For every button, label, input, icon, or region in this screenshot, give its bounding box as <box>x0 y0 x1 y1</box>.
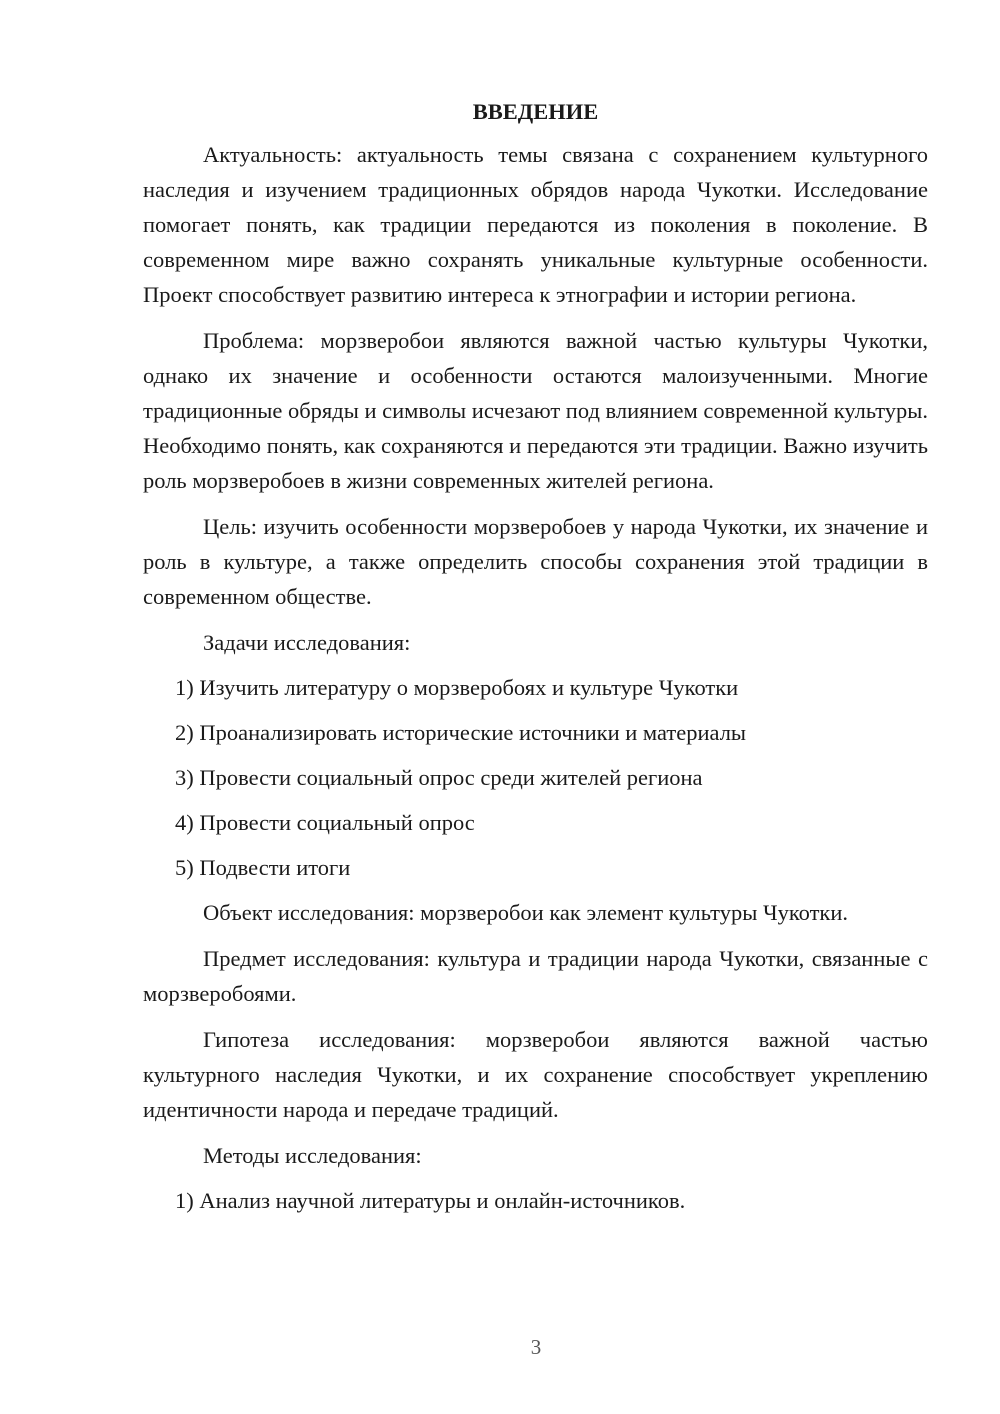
section-title: ВВЕДЕНИЕ <box>472 99 599 124</box>
task-item-5: 5) Подвести итоги <box>175 855 351 880</box>
task-item-3: 3) Провести социальный опрос среди жителей региона <box>175 765 703 790</box>
tasks-heading: Задачи исследования: <box>203 630 411 655</box>
goal-paragraph: Цель: изучить особенности морзверобоев у народа Чукотки, их значение и роль в культуре, а также определить способы сохранения этой традиции в современном обществе. <box>143 514 928 609</box>
task-item-2: 2) Проанализировать исторические источники и материалы <box>175 720 747 745</box>
page-number: 3 <box>530 1335 542 1359</box>
problem-paragraph: Проблема: морзверобои являются важной частью культуры Чукотки, однако их значение и особенности остаются малоизученными. Многие традиционные обряды и символы исчезают под влиянием современной культуры. Необходимо понять, как сохраняются и передаются эти традиции. Важно изучить роль морзверобоев в жизни современных жителей региона. <box>143 328 928 493</box>
task-item-1: 1) Изучить литературу о морзверобоях и культуре Чукотки <box>175 675 739 700</box>
object-paragraph: Объект исследования: морзверобои как элемент культуры Чукотки. <box>203 900 848 925</box>
methods-heading: Методы исследования: <box>203 1143 422 1168</box>
method-item-1: 1) Анализ научной литературы и онлайн-источников. <box>175 1188 686 1213</box>
hypothesis-paragraph: Гипотеза исследования: морзверобои являются важной частью культурного наследия Чукотки, и их сохранение способствует укреплению идентичности народа и передаче традиций. <box>143 1027 928 1122</box>
relevance-paragraph: Актуальность: актуальность темы связана с сохранением культурного наследия и изучением традиционных обрядов народа Чукотки. Исследование помогает понять, как традиции передаются из поколения в поколение. В современном мире важно сохранять уникальные культурные особенности. Проект способствует развитию интереса к этнографии и истории региона. <box>143 142 928 307</box>
subject-paragraph: Предмет исследования: культура и традиции народа Чукотки, связанные с морзверобоями. <box>143 946 928 1006</box>
document-page <box>143 97 928 1228</box>
task-item-4: 4) Провести социальный опрос <box>175 810 475 835</box>
